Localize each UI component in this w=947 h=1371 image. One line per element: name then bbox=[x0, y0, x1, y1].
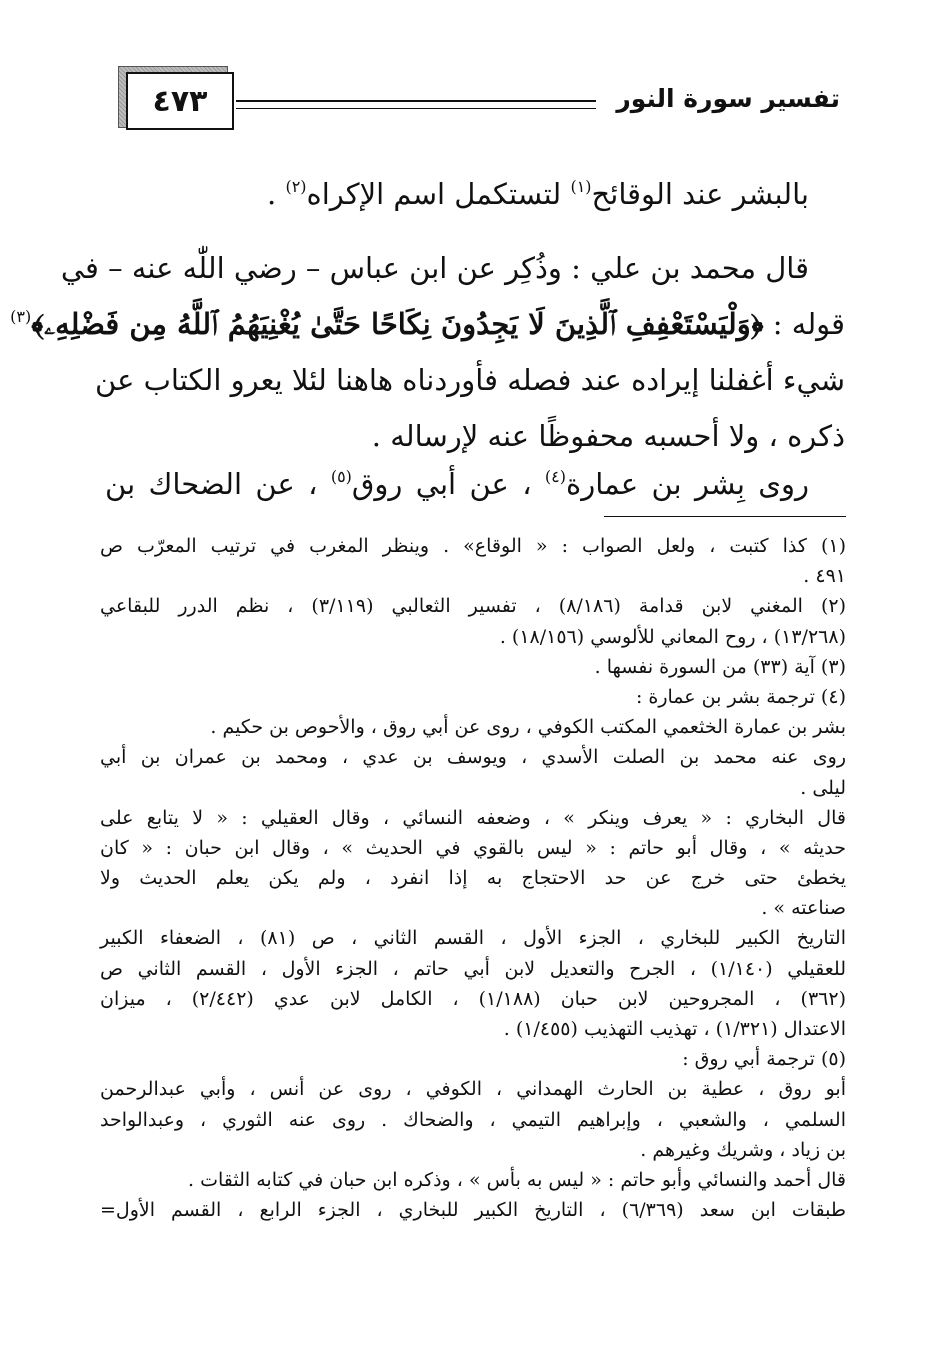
paragraph-2-line-1: قال محمد بن علي : وذُكِر عن ابن عباس – رضي اللّٰه عنه – في bbox=[60, 251, 809, 285]
footnote-ref-5: (٥) bbox=[330, 467, 352, 486]
footnote-line: التاريخ الكبير للبخاري ، الجزء الأول ، القسم الثاني ، ص (٨١) ، الضعفاء الكبير bbox=[100, 927, 846, 950]
footnote-line: حديثه » ، وقال أبو حاتم : « ليس بالقوي في الحديث » ، وقال ابن حبان : « كان bbox=[100, 836, 846, 859]
paragraph-3-line-1 bbox=[105, 456, 845, 512]
paragraph-1-line bbox=[105, 166, 845, 222]
page-number-box bbox=[118, 66, 234, 132]
footnote-ref-1: (١) bbox=[570, 177, 592, 196]
footnote-line: طبقات ابن سعد (٦/٣٦٩) ، التاريخ الكبير للبخاري ، الجزء الرابع ، القسم الأول= bbox=[100, 1199, 847, 1222]
text-segment: بالبشر عند الوقائح bbox=[591, 177, 809, 211]
quran-verse: ﴿وَلْيَسْتَعْفِفِ ٱلَّذِينَ لَا يَجِدُونَ نِكَاحًا حَتَّىٰ يُغْنِيَهُمُ ٱللَّهُ مِن فَضْلِهِۦ﴾ bbox=[31, 307, 764, 341]
footnote-line: بشر بن عمارة الخثعمي المكتب الكوفي ، روى عن أبي روق ، والأحوص بن حكيم . bbox=[210, 716, 846, 739]
paragraph-1 bbox=[105, 166, 845, 222]
footnote-line: ليلى . bbox=[800, 776, 846, 799]
text-segment: . bbox=[267, 177, 286, 211]
footnote-ref-4: (٤) bbox=[544, 467, 567, 486]
footnote-line: السلمي ، والشعبي ، وإبراهيم التيمي ، والضحاك . روى عنه الثوري ، وعبدالواحد bbox=[100, 1108, 846, 1131]
footnote-line: صناعته » . bbox=[761, 897, 846, 920]
footnote-line: (٥) ترجمة أبي روق : bbox=[682, 1048, 846, 1071]
paragraph-2 bbox=[10, 240, 845, 464]
footnote-ref-2: (٢) bbox=[285, 177, 307, 196]
footnote-line: (١٣/٢٦٨) ، روح المعاني للألوسي (١٨/١٥٦) . bbox=[499, 625, 846, 648]
paragraph-2-line-3: شيء أغفلنا إيراده عند فصله فأوردناه هاهنا لئلا يعرو الكتاب عن bbox=[95, 363, 845, 397]
page-number: ٤٧٣ bbox=[126, 72, 234, 130]
footnote-line: الاعتدال (١/٣٢١) ، تهذيب التهذيب (١/٤٥٥) . bbox=[503, 1018, 846, 1040]
footnote-line: بن زياد ، وشريك وغيرهم . bbox=[640, 1138, 846, 1161]
text-segment: لتستكمل اسم الإكراه bbox=[306, 177, 571, 211]
footnote-line: (٣٦٢) ، المجروحين لابن حبان (١/١٨٨) ، الكامل لابن عدي (٢/٤٤٢) ، ميزان bbox=[100, 987, 847, 1010]
footnote-line: قال أحمد والنسائي وأبو حاتم : « ليس به بأس » ، وذكره ابن حبان في كتابه الثقات . bbox=[188, 1168, 846, 1191]
footnote-line: (٣) آية (٣٣) من السورة نفسها . bbox=[594, 655, 846, 678]
footnote-line: للعقيلي (١/١٤٠) ، الجرح والتعديل لابن أبي حاتم ، الجزء الأول ، القسم الثاني ص bbox=[100, 957, 846, 980]
footnote-line: (١) كذا كتبت ، ولعل الصواب : « الوقاع» . وينظر المغرب في ترتيب المعرّب ص bbox=[100, 535, 846, 557]
text-segment: ، عن أبي روق bbox=[351, 467, 545, 501]
header-rule bbox=[236, 100, 596, 109]
text-segment: ، عن الضحاك بن bbox=[105, 467, 331, 501]
paragraph-2-line-2 bbox=[10, 296, 845, 352]
footnote-line: ٤٩١ . bbox=[803, 565, 846, 588]
text-segment: قوله : bbox=[763, 307, 845, 341]
footnote-line: (٤) ترجمة بشر بن عمارة : bbox=[635, 685, 846, 708]
paragraph-2-line-4: ذكره ، ولا أحسبه محفوظًا عنه لإرساله . bbox=[371, 419, 845, 453]
footnote-ref-3: (٣) bbox=[10, 307, 32, 326]
footnote-separator bbox=[604, 516, 846, 517]
footnotes bbox=[100, 531, 846, 1225]
footnote-line: (٢) المغني لابن قدامة (٨/١٨٦) ، تفسير الثعالبي (٣/١١٩) ، نظم الدرر للبقاعي bbox=[100, 595, 846, 618]
paragraph-3 bbox=[105, 456, 845, 512]
running-title: تفسير سورة النور bbox=[616, 84, 840, 113]
footnote-line: قال البخاري : « يعرف وينكر » ، وضعفه النسائي ، وقال العقيلي : « لا يتابع على bbox=[100, 806, 846, 829]
footnote-line: يخطئ حتى خرج عن حد الاحتجاج به إذا انفرد ، ولم يكن يعلم الحديث ولا bbox=[100, 867, 846, 890]
text-segment: روى بِشر بن عمارة bbox=[566, 467, 809, 501]
footnote-line: روى عنه محمد بن الصلت الأسدي ، ويوسف بن عدي ، ومحمد بن عمران بن أبي bbox=[100, 746, 846, 769]
footnote-line: أبو روق ، عطية بن الحارث الهمداني ، الكوفي ، روى عن أنس ، وأبي عبدالرحمن bbox=[100, 1078, 846, 1101]
